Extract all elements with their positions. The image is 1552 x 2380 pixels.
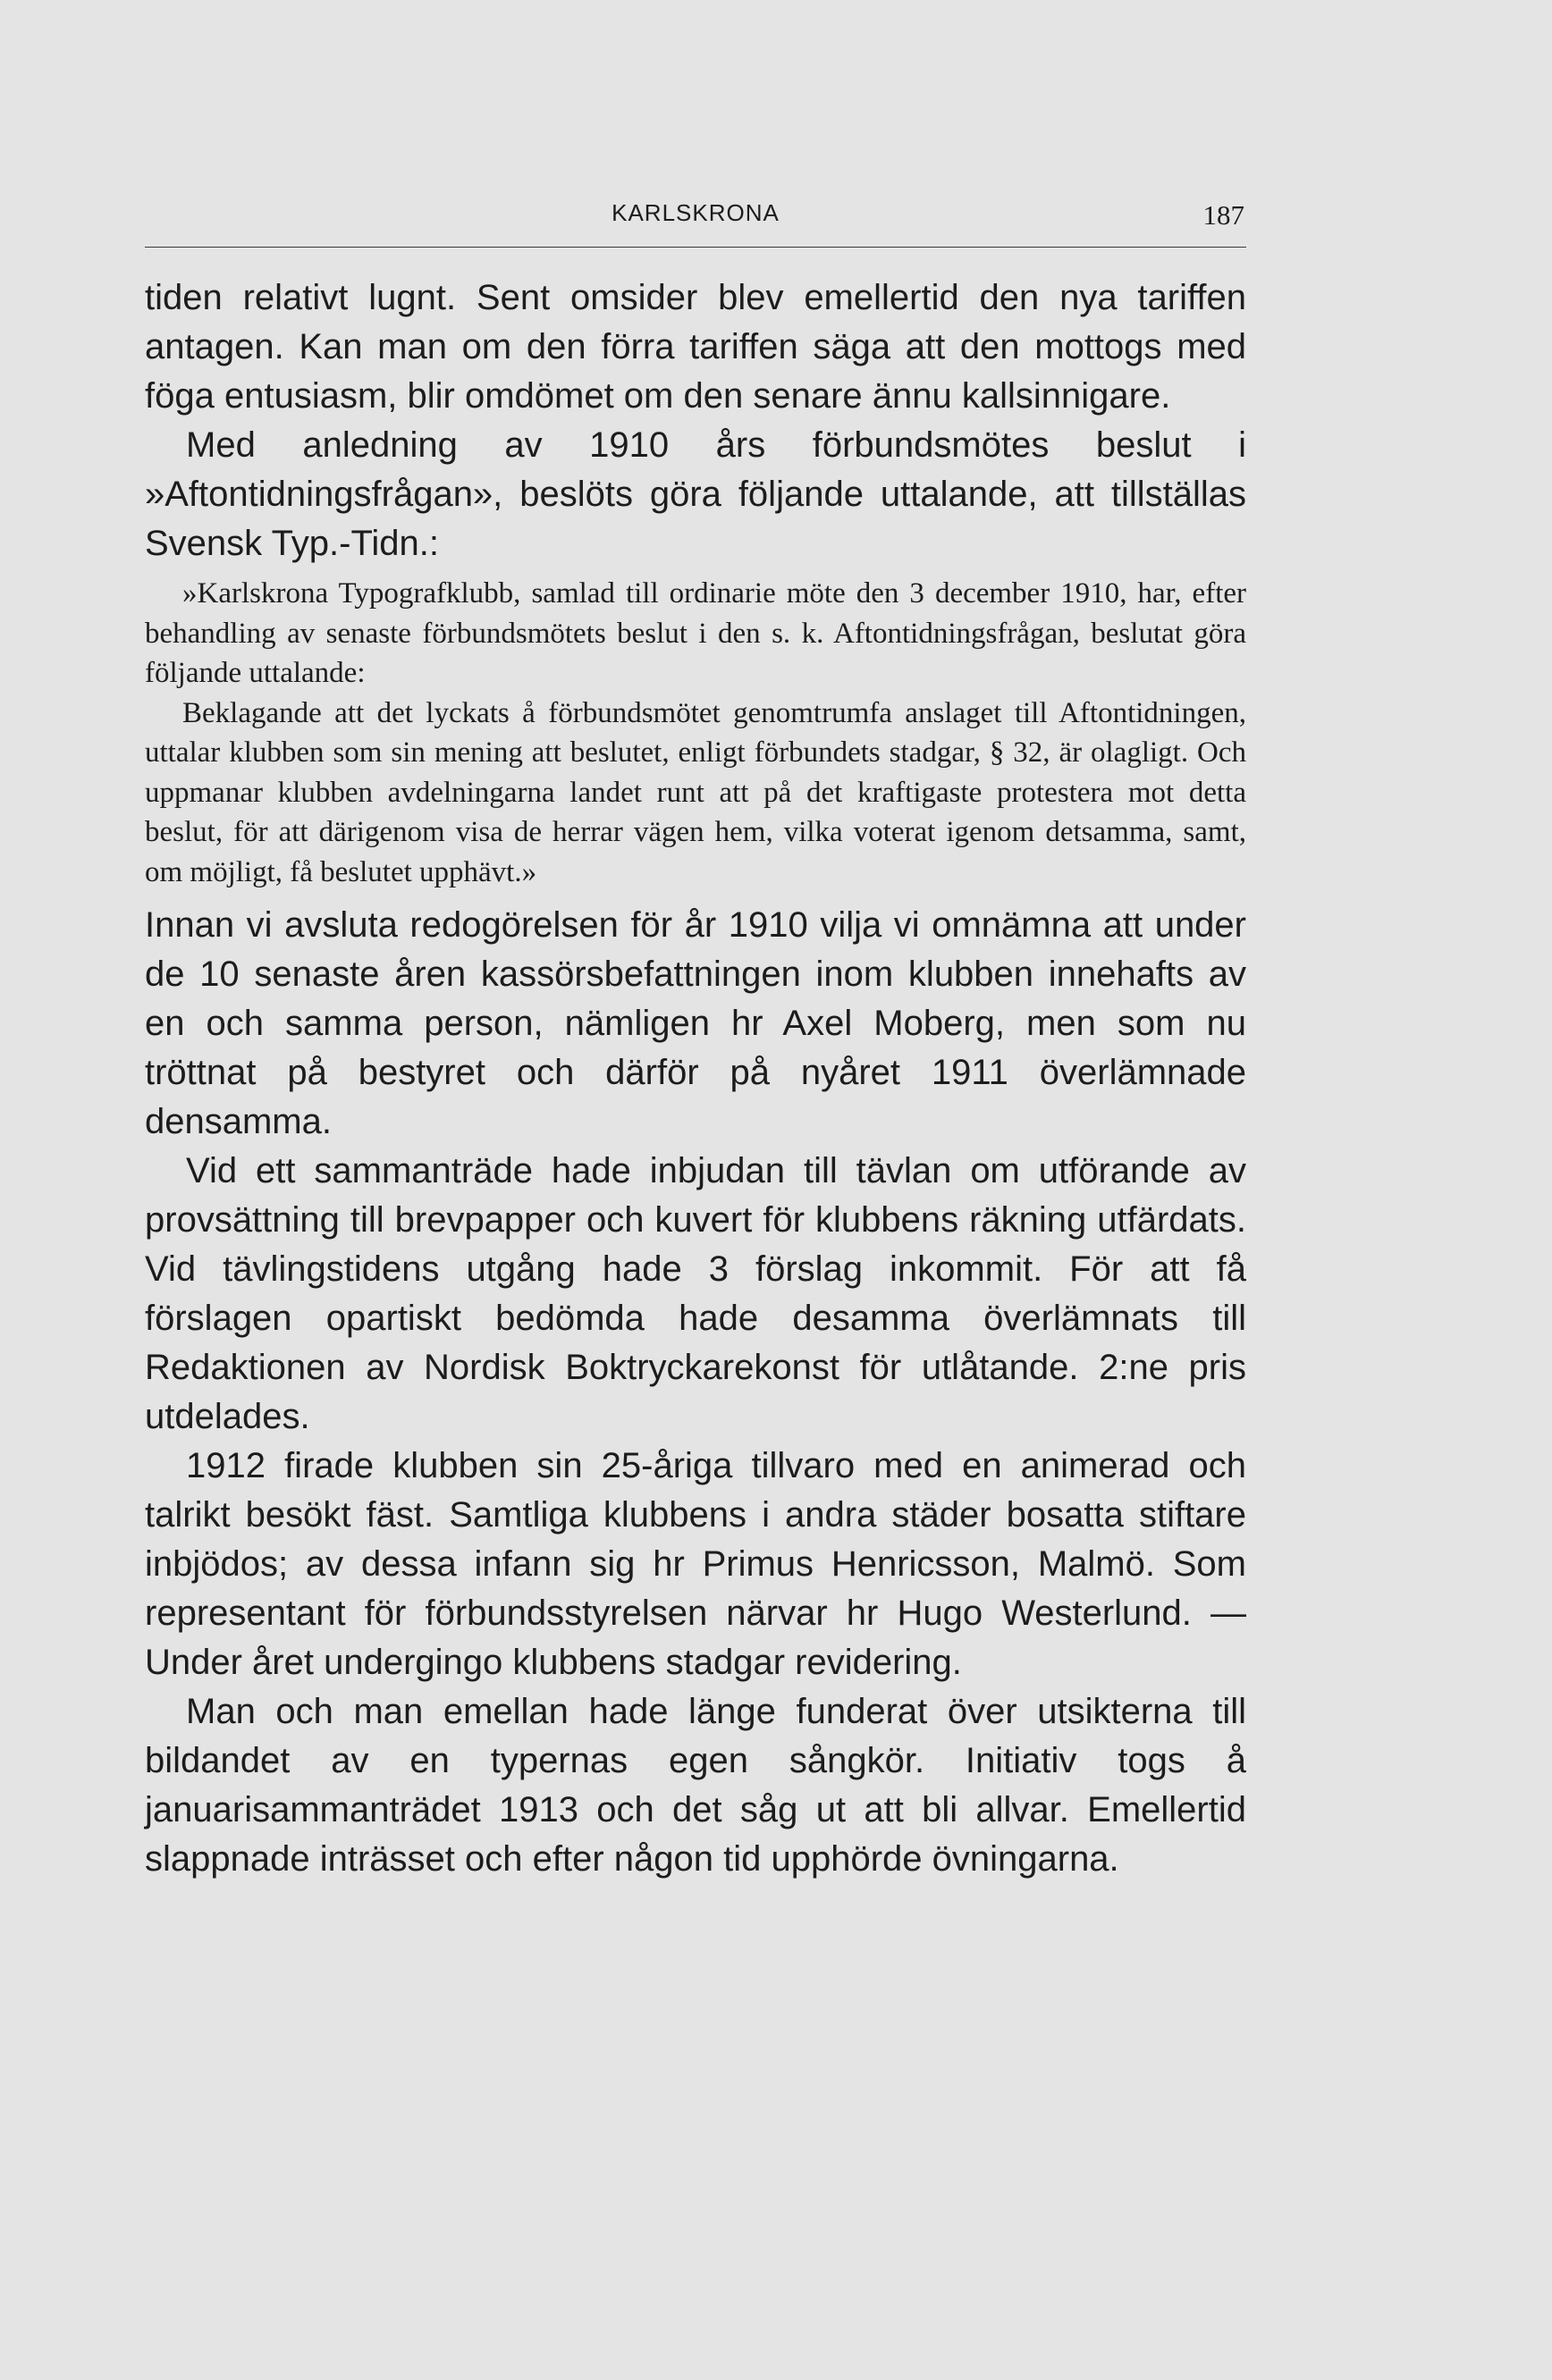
running-title: KARLSKRONA (612, 199, 780, 226)
quote-paragraph: Beklagande att det lyckats å förbundsmötet genomtrumfa anslaget till Aftontidningen, uttalar klubben som sin mening att beslutet, enligt förbundets stadgar, § 32, är olagligt. Och uppmanar klubben avdelningarna landet runt att på det kraftigaste protestera mot detta beslut, för att därigenom visa de herrar vägen hem, vilka voterat igenom detsamma, samt, om möjligt, få beslutet upphävt.» (145, 696, 1246, 888)
paragraph: 1912 firade klubben sin 25-åriga tillvaro med en animerad och talrikt besökt fäst. Samtliga klubbens i andra städer bosatta stiftare inbjödos; av dessa infann sig hr Primus Henricsson, Malmö. Som representant för förbundsstyrelsen närvar hr Hugo Westerlund. — Under året undergingo klubbens stadgar revidering. (145, 1446, 1246, 1682)
page-number: 187 (1202, 199, 1244, 231)
paragraph: Man och man emellan hade länge funderat över utsikterna till bildandet av en typernas egen sångkör. Initiativ togs å januarisammanträdet 1913 och det såg ut att bli allvar. Emellertid slappnade inträsset och efter någon tid upphörde övningarna. (145, 1692, 1246, 1879)
page-header (145, 199, 1246, 244)
paragraph: Med anledning av 1910 års förbundsmötes beslut i »Aftontidningsfrågan», beslöts göra följande uttalande, att tillställas Svensk Typ.-Tidn.: (145, 425, 1246, 563)
paragraph: Innan vi avsluta redogörelsen för år 1910 vilja vi omnämna att under de 10 senaste åren kassörsbefattningen inom klubben innehafts av en och samma person, nämligen hr Axel Moberg, men som nu tröttnat på bestyret och därför på nyåret 1911 överlämnade densamma. (145, 905, 1246, 1141)
block-quote (145, 574, 1246, 892)
quote-paragraph: »Karlskrona Typografklubb, samlad till ordinarie möte den 3 december 1910, har, efter behandling av senaste förbundsmötets beslut i den s. k. Aftontidningsfrågan, beslutat göra följande uttalande: (145, 577, 1246, 689)
paragraph: tiden relativt lugnt. Sent omsider blev emellertid den nya tariffen antagen. Kan man om den förra tariffen säga att den mottogs med föga entusiasm, blir omdömet om den senare ännu kallsinnigare. (145, 278, 1246, 416)
body-text (145, 273, 1246, 1884)
header-rule (145, 247, 1246, 248)
paragraph: Vid ett sammanträde hade inbjudan till tävlan om utförande av provsättning till brevpapper och kuvert för klubbens räkning utfärdats. Vid tävlingstidens utgång hade 3 förslag inkommit. För att få förslagen opartiskt bedömda hade desamma överlämnats till Redaktionen av Nordisk Boktryckarekonst för utlåtande. 2:ne pris utdelades. (145, 1151, 1246, 1436)
